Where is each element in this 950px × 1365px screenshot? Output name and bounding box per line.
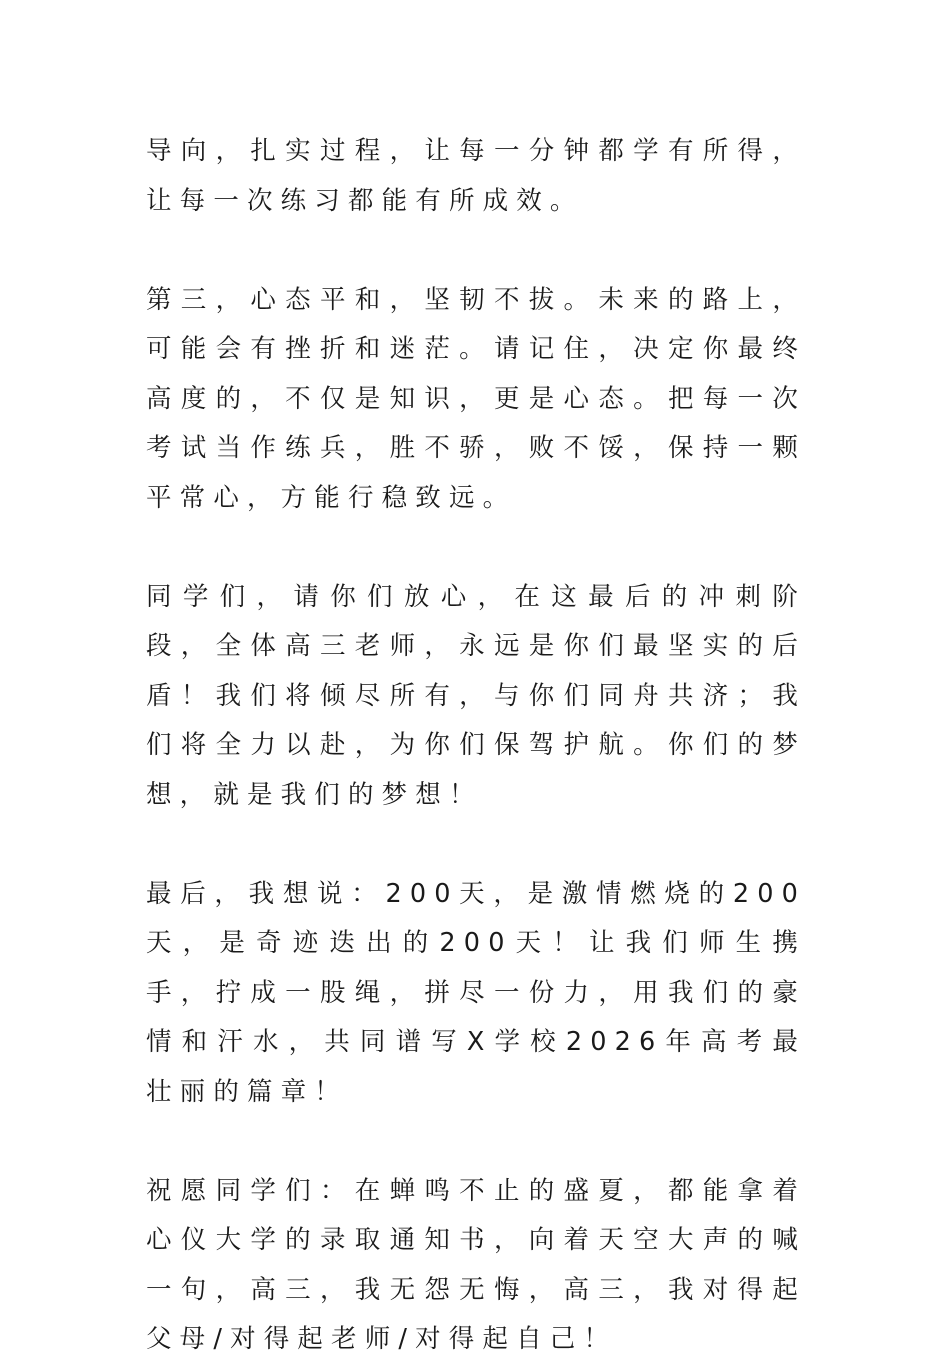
paragraph-2: 第三，心态平和，坚韧不拔。未来的路上，可能会有挫折和迷茫。请记住，决定你最终高度的，不仅是知识，更是心态。把每一次考试当作练兵，胜不骄，败不馁，保持一颗平常心，方能行稳致远。 bbox=[146, 284, 806, 513]
paragraph-5: 祝愿同学们：在蝉鸣不止的盛夏，都能拿着心仪大学的录取通知书，向着天空大声的喊一句，高三，我无怨无悔，高三，我对得起父母/对得起老师/对得起自己！ bbox=[146, 1175, 806, 1354]
paragraph-4: 最后，我想说：200天，是激情燃烧的200天，是奇迹迭出的200天！让我们师生携手，拧成一股绳，拼尽一份力，用我们的豪情和汗水，共同谱写X学校2026年高考最壮丽的篇章！ bbox=[146, 878, 806, 1107]
document-body bbox=[146, 127, 806, 1365]
paragraph-3: 同学们，请你们放心，在这最后的冲刺阶段，全体高三老师，永远是你们最坚实的后盾！我们将倾尽所有，与你们同舟共济；我们将全力以赴，为你们保驾护航。你们的梦想，就是我们的梦想！ bbox=[146, 581, 806, 810]
paragraph-1: 导向，扎实过程，让每一分钟都学有所得，让每一次练习都能有所成效。 bbox=[146, 136, 806, 216]
